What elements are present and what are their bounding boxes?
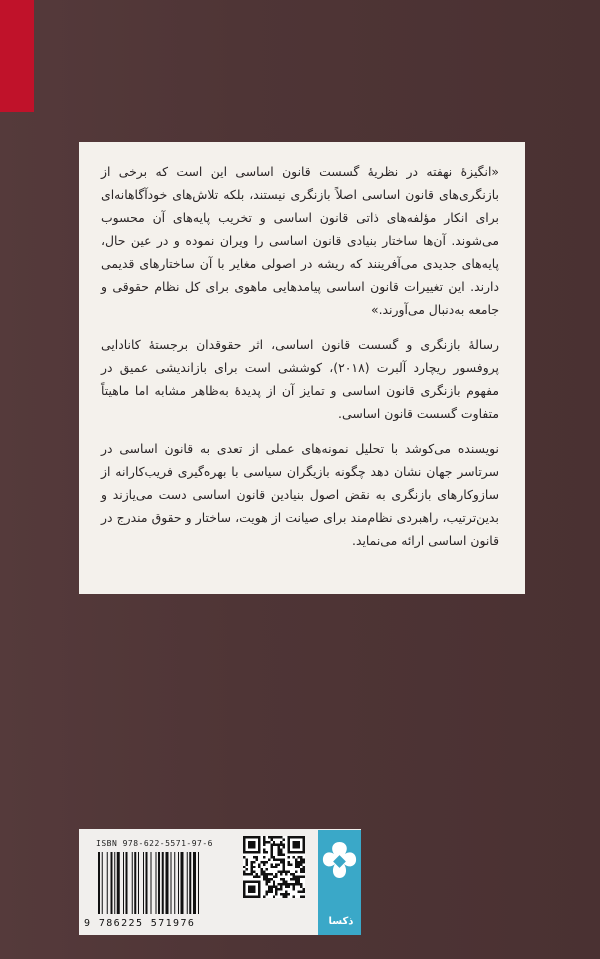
red-stripe bbox=[0, 0, 34, 112]
barcode bbox=[96, 852, 234, 914]
blurb-panel bbox=[79, 142, 525, 594]
blurb-paragraph-1: «انگیزهٔ نهفته در نظریهٔ گسست قانون اساسی این است که برخی از بازنگری‌های قانون اساسی اصلاً بازنگری نیستند، بلکه تلاش‌های خودآگاهانه‌ای برای انکار مؤلفه‌های ذاتی قانون اساسی و تخریب پایه‌های آن محسوب می‌شوند. آن‌ها ساختار بنیادی قانون اساسی را ویران نموده و در عین حال، پایه‌های جدیدی می‌آفرینند که ریشه در اصولی مغایر با آن ساختارهای قدیمی دارند. این تغییرات قانون اساسی پیامدهایی ماهوی برای کل نظام حقوقی و جامعه به‌دنبال می‌آورند.» bbox=[101, 164, 499, 317]
isbn-label: ISBN 978-622-5571-97-6 bbox=[96, 839, 213, 848]
qr-code bbox=[243, 836, 305, 898]
blurb-paragraph-3: نویسنده می‌کوشد با تحلیل نمونه‌های عملی از تعدی به قانون اساسی در سرتاسر جهان نشان دهد چگونه بازیگران سیاسی با بهره‌گیری فریب‌کارانه از سازوکارهای بازنگری به نقض اصول بنیادین قانون اساسی دست می‌یازند و بدین‌ترتیب، راهبردی نظام‌مند برای صیانت از هویت، ساختار و حقوق مندرج در قانون اساسی ارائه می‌نماید. bbox=[101, 441, 499, 548]
blurb-paragraph-2: رسالهٔ بازنگری و گسست قانون اساسی، اثر حقوقدان برجستهٔ کانادایی پروفسور ریچارد آلبرت (۲۰۱۸)، کوششی است برای بازاندیشی عمیق در مفهوم بازنگری قانون اساسی و تمایز آن از پدیدهٔ به‌ظاهر مشابه اما ماهیتاً متفاوت گسست قانون اساسی. bbox=[101, 337, 499, 421]
barcode-digits: 9 786225 571976 bbox=[84, 918, 196, 929]
publisher-name: ذکسا bbox=[328, 916, 354, 927]
